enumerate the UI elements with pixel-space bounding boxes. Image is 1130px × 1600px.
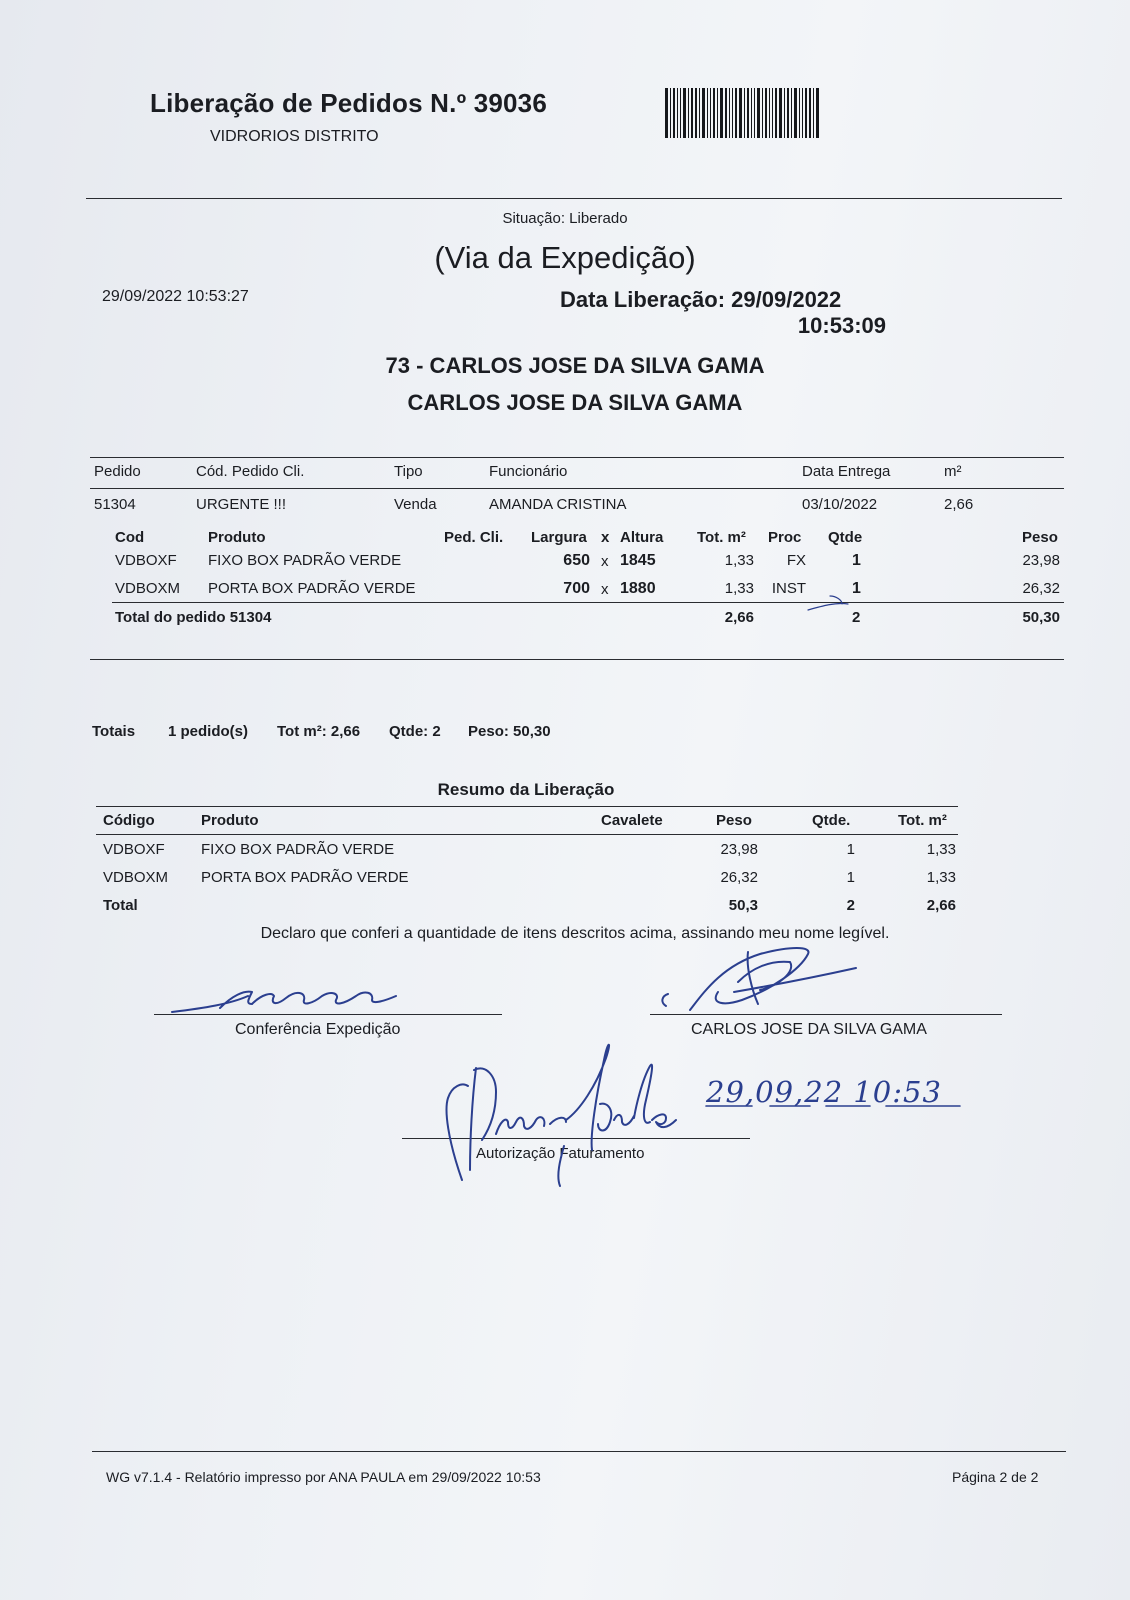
totais-qtde: Qtde: 2	[389, 723, 441, 740]
totais-label: Totais	[92, 723, 136, 740]
barcode-bar	[688, 88, 689, 138]
via-title: (Via da Expedição)	[434, 240, 696, 275]
barcode-bar	[802, 88, 803, 138]
barcode-bar	[772, 88, 773, 138]
barcode-bar	[695, 88, 697, 138]
resumo-title: Resumo da Liberação	[437, 780, 615, 799]
barcode-bar	[779, 88, 782, 138]
col-data-entrega: Data Entrega	[802, 463, 891, 480]
order-data-entrega: 03/10/2022	[802, 496, 878, 513]
item-row-2-cod: VDBOXM	[115, 580, 181, 597]
resumo-row-2-qtde: 1	[846, 869, 855, 886]
signature-autorizacao-ink	[447, 1045, 676, 1186]
status-situacao: Situação: Liberado	[502, 210, 628, 227]
order-total-label: Total do pedido 51304	[115, 609, 272, 626]
items-total-rule	[112, 602, 1064, 603]
declaration-text: Declaro que conferi a quantidade de itens descritos acima, assinando meu nome legível.	[260, 925, 890, 942]
barcode-bar	[677, 88, 678, 138]
resumo-row-1-qtde: 1	[846, 841, 855, 858]
item-row-2-peso: 26,32	[1022, 580, 1060, 597]
data-liberacao-label: Data Liberação: 29/09/2022	[560, 287, 842, 312]
barcode-bar	[747, 88, 749, 138]
barcode-bar	[732, 88, 733, 138]
item-row-1-proc: FX	[786, 552, 806, 569]
barcode-bar	[699, 88, 700, 138]
item-row-2-qtde	[852, 580, 861, 598]
barcode-bar	[791, 88, 792, 138]
barcode-bar	[665, 88, 668, 138]
barcode-bar	[713, 88, 715, 138]
item-row-2-altura-value: 1880	[620, 580, 656, 597]
col-tipo: Tipo	[394, 463, 423, 480]
order-pedido: 51304	[94, 496, 136, 513]
barcode-bar	[799, 88, 800, 138]
item-row-1-tot-m2: 1,33	[724, 552, 754, 569]
order-total-m2: 2,66	[724, 609, 754, 626]
barcode-bar	[775, 88, 777, 138]
footer-page-number: Página 2 de 2	[952, 1469, 1039, 1485]
barcode-bar	[725, 88, 727, 138]
items-col-tot-m2: Tot. m²	[697, 529, 746, 546]
item-row-1-qtde	[852, 552, 861, 570]
item-row-2-proc: INST	[771, 580, 806, 597]
items-col-qtde: Qtde	[828, 529, 863, 546]
item-row-2-produto: PORTA BOX PADRÃO VERDE	[208, 580, 416, 597]
resumo-col-codigo: Código	[103, 812, 155, 829]
item-row-1-altura-value: 1845	[620, 552, 656, 569]
order-total-qtde: 2	[852, 609, 861, 626]
item-row-2-altura	[620, 580, 656, 598]
item-row-2-tot-m2: 1,33	[724, 580, 754, 597]
barcode-bar	[765, 88, 767, 138]
item-row-1-x: x	[601, 553, 609, 570]
barcode-bar	[809, 88, 811, 138]
item-row-1-largura	[528, 552, 590, 570]
barcode-bar	[769, 88, 770, 138]
item-row-1-peso: 23,98	[1022, 552, 1060, 569]
resumo-row-2-produto: PORTA BOX PADRÃO VERDE	[201, 869, 409, 886]
resumo-total-peso: 50,3	[728, 897, 758, 914]
client-code-name: 73 - CARLOS JOSE DA SILVA GAMA	[385, 353, 765, 378]
barcode-bar	[702, 88, 705, 138]
item-row-2-largura-value: 700	[563, 580, 590, 597]
barcode-bar	[707, 88, 708, 138]
data-liberacao-time: 10:53:09	[797, 313, 886, 338]
order-header-rule	[90, 488, 1064, 489]
barcode-bar	[757, 88, 760, 138]
totais-peso: Peso: 50,30	[468, 723, 551, 740]
barcode-bar	[744, 88, 745, 138]
resumo-total-qtde: 2	[846, 897, 855, 914]
signature-conferencia-ink	[172, 992, 396, 1012]
items-col-produto: Produto	[208, 529, 266, 546]
barcode-bar	[691, 88, 693, 138]
item-row-1-largura-value: 650	[563, 552, 590, 569]
barcode-bar	[717, 88, 718, 138]
company-name: VIDRORIOS DISTRITO	[210, 128, 379, 145]
barcode-bar	[805, 88, 807, 138]
resumo-row-2-codigo: VDBOXM	[103, 869, 169, 886]
barcode-bar	[787, 88, 789, 138]
item-row-2-x: x	[601, 581, 609, 598]
data-liberacao	[560, 287, 886, 339]
resumo-row-2-tot-m2: 1,33	[926, 869, 956, 886]
resumo-row-2-peso: 26,32	[720, 869, 758, 886]
item-row-1-altura	[620, 552, 656, 570]
signature-cliente-ink	[662, 948, 856, 1010]
item-row-1-produto: FIXO BOX PADRÃO VERDE	[208, 552, 402, 569]
item-row-1-qtde-value: 1	[852, 552, 861, 569]
barcode-bar	[673, 88, 675, 138]
order-tipo: Venda	[394, 496, 437, 513]
resumo-row-1-tot-m2: 1,33	[926, 841, 956, 858]
resumo-col-cavalete: Cavalete	[601, 812, 663, 829]
barcode-bar	[735, 88, 737, 138]
resumo-total-tot-m2: 2,66	[926, 897, 956, 914]
barcode-bar	[754, 88, 755, 138]
signature-label-conferencia: Conferência Expedição	[235, 1021, 401, 1038]
barcode-bar	[683, 88, 686, 138]
barcode-bar	[762, 88, 763, 138]
barcode-bar	[720, 88, 723, 138]
resumo-row-1-codigo: VDBOXF	[103, 841, 165, 858]
resumo-col-qtde: Qtde.	[812, 812, 851, 829]
handwritten-date: 29,09,22 10:53	[706, 1075, 942, 1109]
signature-label-autorizacao: Autorização Faturamento	[476, 1145, 645, 1162]
signature-line-autorizacao	[402, 1138, 750, 1139]
barcode-bar	[670, 88, 671, 138]
barcode-bar	[680, 88, 681, 138]
items-col-largura: Largura	[531, 529, 587, 546]
signature-line-cliente	[650, 1014, 1002, 1015]
footer-report-info: WG v7.1.4 - Relatório impresso por ANA PAULA em 29/09/2022 10:53	[106, 1469, 541, 1485]
barcode-bar	[729, 88, 730, 138]
barcode-bar	[751, 88, 752, 138]
item-row-2-qtde-value: 1	[852, 580, 861, 597]
barcode-bar	[794, 88, 797, 138]
barcode-bar	[739, 88, 742, 138]
resumo-row-1-produto: FIXO BOX PADRÃO VERDE	[201, 841, 395, 858]
item-row-1-cod: VDBOXF	[115, 552, 177, 569]
barcode-bar	[784, 88, 785, 138]
totais-pedidos: 1 pedido(s)	[168, 723, 249, 740]
resumo-header-rule	[96, 834, 958, 835]
order-cod-pedido-cli: URGENTE !!!	[196, 496, 287, 513]
ink-check-mark	[808, 596, 848, 610]
resumo-row-1-peso: 23,98	[720, 841, 758, 858]
order-funcionario: AMANDA CRISTINA	[489, 496, 627, 513]
footer-rule	[92, 1451, 1066, 1452]
items-col-peso: Peso	[1022, 529, 1058, 546]
signature-line-conferencia	[154, 1014, 502, 1015]
header-divider	[86, 198, 1062, 199]
order-total-peso: 50,30	[1022, 609, 1060, 626]
items-col-cod: Cod	[115, 529, 145, 546]
client-name: CARLOS JOSE DA SILVA GAMA	[407, 390, 743, 415]
items-col-x: x	[601, 529, 610, 546]
resumo-col-peso: Peso	[716, 812, 752, 829]
signature-label-cliente: CARLOS JOSE DA SILVA GAMA	[691, 1021, 927, 1038]
printed-datetime: 29/09/2022 10:53:27	[102, 288, 249, 305]
barcode-bar	[816, 88, 819, 138]
barcode-bar	[710, 88, 711, 138]
resumo-col-tot-m2: Tot. m²	[898, 812, 947, 829]
items-col-ped-cli: Ped. Cli.	[444, 529, 504, 546]
items-col-altura: Altura	[620, 529, 664, 546]
barcode	[665, 88, 837, 138]
resumo-top-rule	[96, 806, 958, 807]
items-col-proc: Proc	[768, 529, 802, 546]
item-row-2-largura	[528, 580, 590, 598]
document-title: Liberação de Pedidos N.º 39036	[150, 88, 547, 118]
order-bottom-rule	[90, 659, 1064, 660]
barcode-bar	[813, 88, 814, 138]
resumo-total-label: Total	[103, 897, 138, 914]
totais-tot-m2: Tot m²: 2,66	[277, 723, 361, 740]
order-m2: 2,66	[944, 496, 974, 513]
order-top-rule	[90, 457, 1064, 458]
resumo-col-produto: Produto	[201, 812, 259, 829]
col-cod-pedido-cli: Cód. Pedido Cli.	[196, 463, 305, 480]
col-funcionario: Funcionário	[489, 463, 568, 480]
col-pedido: Pedido	[94, 463, 141, 480]
col-m2: m²	[944, 463, 962, 480]
